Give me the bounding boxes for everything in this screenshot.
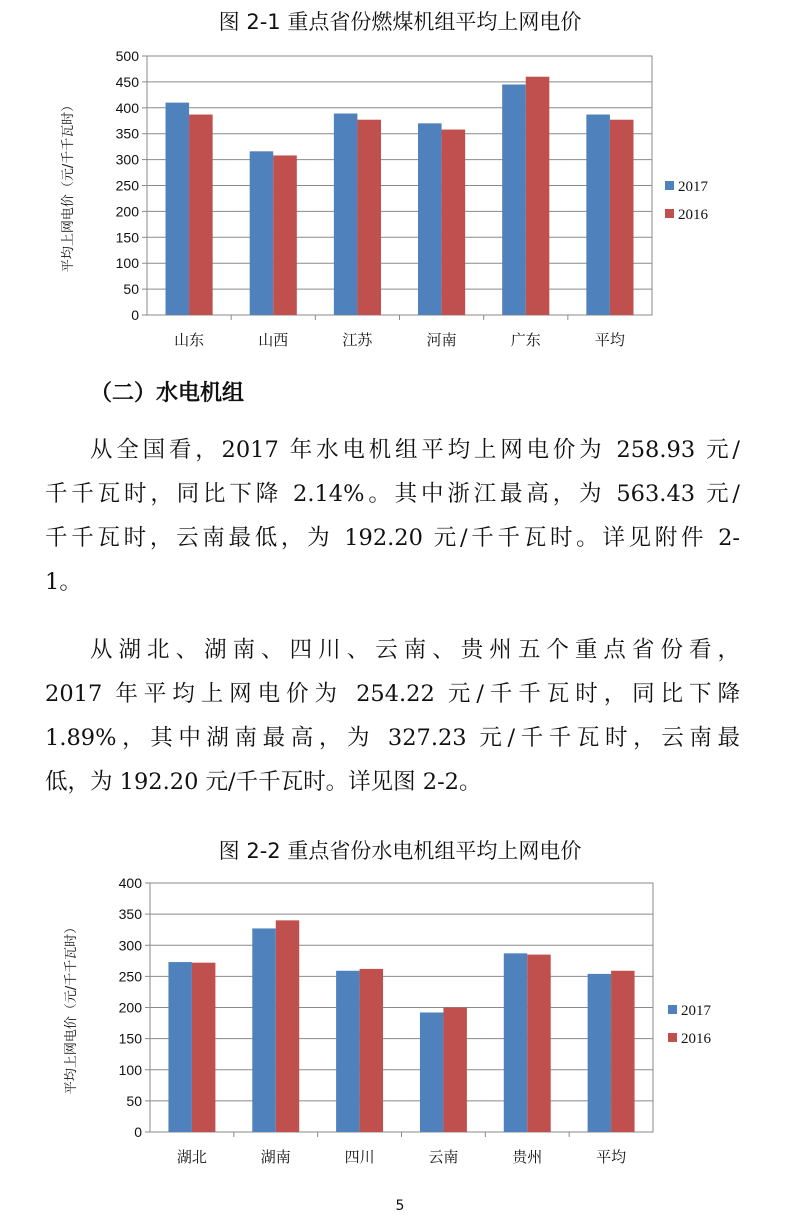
paragraph-1-line-1: 从全国看，2017 年水电机组平均上网电价为 258.93 元/ (90, 437, 740, 463)
chart2-bar-2016-平均 (611, 971, 634, 1132)
chart1-ytick-label: 150 (115, 229, 139, 246)
chart2-xtick-label: 贵州 (512, 1148, 543, 1166)
chart2-xtick-label: 平均 (596, 1148, 627, 1166)
chart2-bar-2016-湖北 (192, 963, 215, 1132)
chart2-bar-2017-四川 (336, 971, 359, 1132)
chart2-ytick-label: 350 (118, 906, 142, 923)
chart2-xtick-label: 云南 (428, 1148, 459, 1166)
chart1-xtick-label: 广东 (510, 331, 541, 349)
chart2-bar-2016-贵州 (527, 955, 550, 1132)
chart2-legend-swatch-2016 (668, 1033, 677, 1042)
chart1-xtick-label: 江苏 (342, 331, 373, 349)
chart1-ytick-label: 0 (131, 307, 139, 323)
paragraph-1-line-2: 千千瓦时，同比下降 2.14%。其中浙江最高，为 563.43 元/ (45, 481, 740, 507)
chart1-ytick-label: 400 (115, 99, 139, 116)
page-number: 5 (395, 1198, 405, 1214)
chart1-ytick-label: 50 (123, 281, 139, 298)
chart1-ytick-label: 500 (115, 48, 139, 64)
chart1-ytick-label: 200 (115, 203, 139, 220)
chart2-bar-2017-贵州 (504, 953, 527, 1132)
chart1-legend-label-2017: 2017 (678, 179, 708, 195)
chart2-ylabel: 平均上网电价（元/千千瓦时） (64, 920, 79, 1095)
paragraph-1-line-3: 千千瓦时，云南最低，为 192.20 元/千千瓦时。详见附件 2- (45, 525, 740, 551)
chart1-legend-label-2016: 2016 (678, 207, 708, 223)
chart2-xtick-label: 湖南 (260, 1148, 291, 1166)
chart1-ytick-label: 250 (115, 177, 139, 194)
paragraph-1-line-4: 1。 (45, 569, 82, 595)
chart1-ylabel: 平均上网电价（元/千千瓦时） (61, 98, 76, 273)
chart1-xtick-label: 山东 (174, 331, 205, 349)
chart2-bar-2016-四川 (360, 969, 383, 1132)
chart2-ytick-label: 150 (118, 1030, 142, 1047)
chart2-ytick-label: 50 (126, 1092, 142, 1109)
chart1-xtick-label: 平均 (594, 331, 625, 349)
chart2-bar-2017-云南 (420, 1012, 443, 1132)
paragraph-2-line-4: 低，为 192.20 元/千千瓦时。详见图 2-2。 (45, 769, 482, 795)
chart2-bar-2017-湖北 (168, 962, 191, 1132)
chart2-ytick-label: 200 (118, 999, 142, 1016)
chart2-ytick-label: 250 (118, 968, 142, 985)
chart2-legend-label-2017: 2017 (681, 1003, 711, 1019)
chart1-title: 图 2-1 重点省份燃煤机组平均上网电价 (218, 10, 582, 34)
paragraph-2-line-1: 从湖北、湖南、四川、云南、贵州五个重点省份看， (90, 637, 740, 663)
chart1-ytick-label: 350 (115, 125, 139, 142)
paragraph-2-line-3: 1.89%，其中湖南最高，为 327.23 元/千千瓦时，云南最 (45, 725, 740, 751)
chart2-xtick-label: 四川 (344, 1148, 375, 1166)
chart2-legend-label-2016: 2016 (681, 1031, 711, 1047)
chart2-bar-2016-湖南 (276, 920, 299, 1132)
chart2-ytick-label: 100 (118, 1061, 142, 1078)
chart2-ytick-label: 400 (118, 875, 142, 891)
chart2-bar-2017-湖南 (252, 928, 275, 1132)
chart2-ytick-label: 0 (134, 1124, 142, 1140)
chart1-ytick-label: 450 (115, 73, 139, 90)
chart2-legend-swatch-2017 (668, 1005, 677, 1014)
chart2-bar-2017-平均 (588, 974, 611, 1132)
chart2-title: 图 2-2 重点省份水电机组平均上网电价 (218, 839, 582, 863)
chart2-xtick-label: 湖北 (176, 1148, 207, 1166)
chart1-ytick-label: 300 (115, 151, 139, 168)
paragraph-2-line-2: 2017 年平均上网电价为 254.22 元/千千瓦时，同比下降 (45, 681, 740, 707)
chart1-ytick-label: 100 (115, 255, 139, 272)
chart2-ytick-label: 300 (118, 937, 142, 954)
chart1-xtick-label: 河南 (426, 331, 457, 349)
chart2-bar-2016-云南 (443, 1008, 466, 1133)
section-heading: （二）水电机组 (90, 381, 245, 406)
chart1-xtick-label: 山西 (258, 331, 289, 349)
